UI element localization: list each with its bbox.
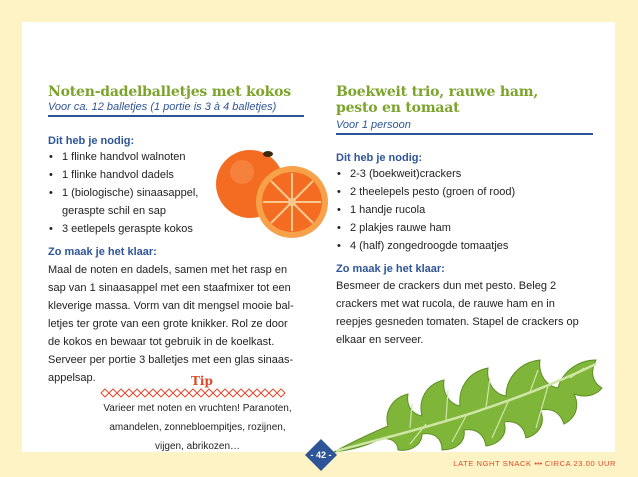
left-title-rule: [48, 115, 304, 117]
left-recipe-title: Noten-dadelballetjes met kokos: [48, 84, 291, 100]
page-number: - 42 -: [310, 450, 332, 460]
method-line: appelsap.: [48, 372, 96, 384]
ingredient-text: 1 (biologische) sinaasappel,: [62, 187, 199, 199]
left-ingredients-list: [48, 148, 238, 238]
page-number-badge: [304, 438, 338, 472]
method-line: Maal de noten en dadels, samen met het rasp en: [48, 264, 288, 276]
method-line: de kokos en bewaar tot gebruik in de koelkast.: [48, 336, 275, 348]
method-line: elkaar en serveer.: [336, 334, 424, 346]
title-line: Boekweit trio, rauwe ham,: [336, 84, 539, 100]
ingredient-item: • 1 flinke handvol dadels: [48, 166, 238, 184]
method-line: sap van 1 sinaasappel met een staafmixer tot een: [48, 282, 291, 294]
left-ingredients-heading: Dit heb je nodig:: [48, 135, 135, 147]
ingredient-item: • 2-3 (boekweit)crackers: [336, 165, 586, 183]
right-method-heading: Zo maak je het klaar:: [336, 263, 445, 275]
ingredient-item: • 3 eetlepels geraspte kokos: [48, 220, 238, 238]
right-title-rule: [336, 133, 593, 135]
diamond-icon: [125, 389, 133, 397]
left-method-heading: Zo maak je het klaar:: [48, 246, 157, 258]
method-line: crackers met wat rucola, de rauwe ham en in: [336, 298, 555, 310]
footer-dots: •••: [534, 459, 543, 468]
right-recipe-subtitle: Voor 1 persoon: [336, 119, 411, 131]
diamond-icon: [117, 389, 125, 397]
diamond-border: [100, 388, 290, 398]
footer-right: CIRCA 23.00 UUR: [544, 459, 616, 468]
diamond-icon: [149, 389, 157, 397]
footer: [453, 459, 616, 468]
diamond-icon: [133, 389, 141, 397]
rocket-leaf-illustration: [326, 332, 620, 456]
ingredient-item: • 4 (half) zongedroogde tomaatjes: [336, 237, 586, 255]
diamond-icon: [269, 389, 277, 397]
diamond-icon: [109, 389, 117, 397]
title-line: pesto en tomaat: [336, 100, 460, 116]
right-recipe-title: [336, 84, 538, 116]
diamond-icon: [277, 389, 285, 397]
diamond-icon: [165, 389, 173, 397]
footer-left: LATE NGHT SNACK: [453, 459, 532, 468]
tip-line: vijgen, abrikozen…: [154, 441, 241, 452]
right-ingredients-heading: Dit heb je nodig:: [336, 152, 423, 164]
left-recipe-subtitle: Voor ca. 12 balletjes (1 portie is 3 à 4 balletjes): [48, 101, 277, 113]
diamond-icon: [261, 389, 269, 397]
diamond-icon: [101, 389, 109, 397]
diamond-icon: [141, 389, 149, 397]
diamond-icon: [245, 389, 253, 397]
diamond-icon: [253, 389, 261, 397]
tip-text: [90, 399, 305, 456]
diamond-icon: [237, 389, 245, 397]
ingredient-item: • 2 plakjes rauwe ham: [336, 219, 586, 237]
ingredient-continuation: geraspte schil en sap: [62, 205, 166, 217]
tip-line: Varieer met noten en vruchten! Paranoten,: [103, 403, 292, 414]
diamond-icon: [181, 389, 189, 397]
ingredient-item: [48, 184, 238, 220]
left-method-text: [48, 261, 313, 387]
diamond-icon: [229, 389, 237, 397]
diamond-icon: [221, 389, 229, 397]
ingredient-item: • 2 theelepels pesto (groen of rood): [336, 183, 586, 201]
method-line: kleverige massa. Vorm van dit mengsel mooie bal-: [48, 300, 294, 312]
ingredient-item: • 1 handje rucola: [336, 201, 586, 219]
method-line: reepjes gesneden tomaten. Stapel de crackers op: [336, 316, 579, 328]
tip-title: Tip: [191, 374, 213, 388]
diamond-icon: [197, 389, 205, 397]
diamond-icon: [213, 389, 221, 397]
ingredient-item: • 1 flinke handvol walnoten: [48, 148, 238, 166]
tip-line: amandelen, zonnebloempitjes, rozijnen,: [109, 422, 286, 433]
diamond-icon: [205, 389, 213, 397]
method-line: letjes ter grote van een grote knikker. Rol ze door: [48, 318, 288, 330]
diamond-icon: [189, 389, 197, 397]
orange-illustration: [212, 146, 330, 240]
right-ingredients-list: [336, 165, 586, 255]
method-line: Serveer per portie 3 balletjes met een glas sinaas-: [48, 354, 294, 366]
method-line: Besmeer de crackers dun met pesto. Beleg 2: [336, 280, 557, 292]
diamond-icon: [157, 389, 165, 397]
diamond-icon: [173, 389, 181, 397]
